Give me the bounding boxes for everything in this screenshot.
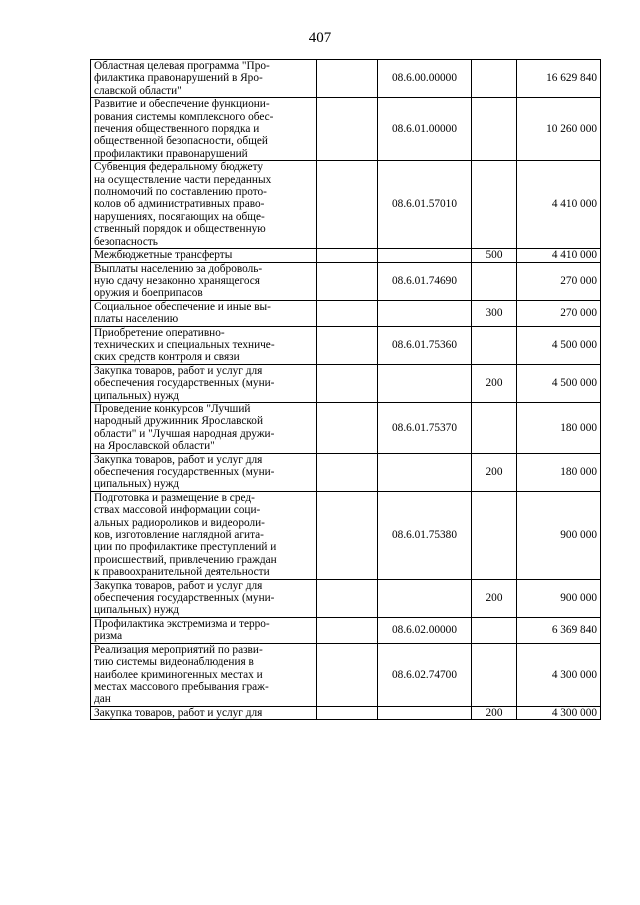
row-name-line: технических и специальных техниче-	[94, 338, 275, 351]
row-name-cell	[91, 491, 317, 579]
row-expense-type-cell: 200	[472, 579, 517, 617]
row-name-line: Проведение конкурсов "Лучший	[94, 402, 251, 415]
row-name-line: Субвенция федеральному бюджету	[94, 161, 264, 174]
row-name-line: Профилактика экстремизма и терро-	[94, 617, 270, 630]
row-name-line: Подготовка и размещение в сред-	[94, 491, 255, 504]
row-code-cell: 08.6.01.00000	[378, 98, 472, 161]
row-name-cell	[91, 643, 317, 706]
row-name-line: Приобретение оперативно-	[94, 326, 225, 339]
row-name-cell	[91, 453, 317, 491]
row-amount-cell: 16 629 840	[517, 60, 601, 98]
row-name-line: обеспечения государственных (муни-	[94, 377, 275, 390]
table-row	[91, 249, 601, 262]
table-row	[91, 60, 601, 98]
table-row	[91, 706, 601, 719]
row-amount-cell: 900 000	[517, 491, 601, 579]
row-department-cell	[317, 706, 378, 719]
row-amount-cell: 180 000	[517, 402, 601, 453]
table-row	[91, 402, 601, 453]
row-name-line: ских средств контроля и связи	[94, 351, 240, 364]
row-name-line: происшествий, привлечению граждан	[94, 553, 277, 566]
row-expense-type-cell: 300	[472, 300, 517, 326]
budget-table-body	[91, 60, 601, 720]
row-name-cell	[91, 60, 317, 98]
row-name-line: ственный порядок и общественную	[94, 223, 266, 236]
row-name-line: Реализация мероприятий по разви-	[94, 643, 263, 656]
row-name-line: тию системы видеонаблюдения в	[94, 656, 254, 669]
row-amount-cell: 4 500 000	[517, 326, 601, 364]
row-expense-type-cell	[472, 262, 517, 300]
row-name-cell	[91, 98, 317, 161]
row-name-line: ции по профилактике преступлений и	[94, 541, 277, 554]
row-department-cell	[317, 491, 378, 579]
row-code-cell	[378, 706, 472, 719]
row-name-cell	[91, 402, 317, 453]
row-amount-cell: 270 000	[517, 262, 601, 300]
row-department-cell	[317, 453, 378, 491]
table-row	[91, 326, 601, 364]
row-department-cell	[317, 617, 378, 643]
row-name-line: ризма	[94, 630, 123, 643]
row-department-cell	[317, 326, 378, 364]
row-code-cell: 08.6.02.00000	[378, 617, 472, 643]
table-row	[91, 300, 601, 326]
row-code-cell: 08.6.01.75370	[378, 402, 472, 453]
table-row	[91, 98, 601, 161]
row-name-line: Закупка товаров, работ и услуг для	[94, 579, 263, 592]
page-number: 407	[308, 30, 332, 46]
row-expense-type-cell	[472, 60, 517, 98]
row-name-line: ствах массовой информации соци-	[94, 504, 261, 517]
row-amount-cell: 4 300 000	[517, 643, 601, 706]
row-expense-type-cell	[472, 491, 517, 579]
row-department-cell	[317, 402, 378, 453]
budget-table	[90, 59, 601, 720]
table-row	[91, 491, 601, 579]
row-amount-cell: 180 000	[517, 453, 601, 491]
row-expense-type-cell: 200	[472, 706, 517, 719]
row-amount-cell: 4 300 000	[517, 706, 601, 719]
table-row	[91, 262, 601, 300]
row-name-line: наиболее криминогенных местах и	[94, 668, 263, 681]
row-name-line: обеспечения государственных (муни-	[94, 592, 275, 605]
row-name-cell	[91, 579, 317, 617]
row-name-cell	[91, 300, 317, 326]
row-amount-cell: 4 410 000	[517, 249, 601, 262]
row-name-cell	[91, 326, 317, 364]
row-expense-type-cell	[472, 98, 517, 161]
row-name-cell	[91, 249, 317, 262]
row-department-cell	[317, 98, 378, 161]
row-name-line: рования системы комплексного обес-	[94, 110, 274, 123]
row-code-cell	[378, 364, 472, 402]
row-amount-cell: 10 260 000	[517, 98, 601, 161]
row-department-cell	[317, 161, 378, 249]
row-expense-type-cell: 200	[472, 364, 517, 402]
row-expense-type-cell	[472, 161, 517, 249]
row-name-line: общественной безопасности, общей	[94, 135, 268, 148]
row-name-line: ципальных) нужд	[94, 389, 180, 402]
row-name-line: Межбюджетные трансферты	[94, 249, 233, 262]
row-code-cell: 08.6.00.00000	[378, 60, 472, 98]
row-name-line: Социальное обеспечение и иные вы-	[94, 300, 271, 313]
row-name-line: народный дружинник Ярославской	[94, 415, 264, 428]
row-name-cell	[91, 161, 317, 249]
row-name-line: профилактики правонарушений	[94, 147, 248, 160]
row-code-cell	[378, 453, 472, 491]
row-expense-type-cell	[472, 617, 517, 643]
row-name-line: филактика правонарушений в Яро-	[94, 72, 263, 85]
row-expense-type-cell	[472, 326, 517, 364]
row-expense-type-cell: 200	[472, 453, 517, 491]
row-name-line: Закупка товаров, работ и услуг для	[94, 453, 263, 466]
row-name-line: безопасность	[94, 235, 158, 248]
row-department-cell	[317, 364, 378, 402]
row-code-cell: 08.6.01.74690	[378, 262, 472, 300]
row-code-cell	[378, 300, 472, 326]
row-code-cell: 08.6.01.57010	[378, 161, 472, 249]
row-code-cell	[378, 579, 472, 617]
row-code-cell: 08.6.02.74700	[378, 643, 472, 706]
row-amount-cell: 4 500 000	[517, 364, 601, 402]
row-name-line: обеспечения государственных (муни-	[94, 466, 275, 478]
row-name-line: на осуществление части переданных	[94, 173, 272, 186]
row-department-cell	[317, 60, 378, 98]
table-row	[91, 579, 601, 617]
row-name-line: Закупка товаров, работ и услуг для	[94, 706, 263, 719]
table-row	[91, 453, 601, 491]
row-name-line: славской области"	[94, 84, 182, 97]
row-amount-cell: 6 369 840	[517, 617, 601, 643]
row-code-cell: 08.6.01.75360	[378, 326, 472, 364]
row-expense-type-cell	[472, 643, 517, 706]
row-name-line: дан	[94, 693, 111, 706]
row-name-line: Областная целевая программа "Про-	[94, 60, 270, 72]
row-name-cell	[91, 262, 317, 300]
row-department-cell	[317, 300, 378, 326]
row-name-cell	[91, 364, 317, 402]
row-name-line: нарушениях, посягающих на обще-	[94, 210, 265, 223]
row-name-line: к правоохранительной деятельности	[94, 566, 270, 579]
row-department-cell	[317, 262, 378, 300]
row-name-line: ную сдачу незаконно хранящегося	[94, 274, 260, 287]
row-name-line: ков, изготовление наглядной агита-	[94, 529, 264, 542]
row-expense-type-cell	[472, 402, 517, 453]
row-amount-cell: 900 000	[517, 579, 601, 617]
row-expense-type-cell: 500	[472, 249, 517, 262]
table-row	[91, 643, 601, 706]
row-name-line: печения общественного порядка и	[94, 123, 260, 136]
table-row	[91, 364, 601, 402]
row-name-line: Закупка товаров, работ и услуг для	[94, 364, 263, 377]
row-name-line: ципальных) нужд	[94, 604, 180, 617]
table-row	[91, 617, 601, 643]
row-department-cell	[317, 249, 378, 262]
row-amount-cell: 4 410 000	[517, 161, 601, 249]
row-name-line: полномочий по составлению прото-	[94, 186, 267, 199]
row-amount-cell: 270 000	[517, 300, 601, 326]
row-name-line: платы населению	[94, 313, 179, 326]
row-name-cell	[91, 617, 317, 643]
row-name-line: оружия и боеприпасов	[94, 287, 203, 300]
row-name-line: ципальных) нужд	[94, 478, 180, 491]
row-name-line: колов об административных право-	[94, 198, 265, 211]
row-code-cell	[378, 249, 472, 262]
row-department-cell	[317, 579, 378, 617]
row-name-line: области" и "Лучшая народная дружи-	[94, 427, 275, 440]
row-name-cell	[91, 706, 317, 719]
row-department-cell	[317, 643, 378, 706]
row-name-line: Развитие и обеспечение функциони-	[94, 98, 270, 111]
row-name-line: альных радиороликов и видеороли-	[94, 516, 265, 529]
table-row	[91, 161, 601, 249]
row-name-line: на Ярославской области"	[94, 440, 215, 453]
row-code-cell: 08.6.01.75380	[378, 491, 472, 579]
row-name-line: местах массового пребывания граж-	[94, 680, 269, 693]
row-name-line: Выплаты населению за доброволь-	[94, 262, 263, 275]
